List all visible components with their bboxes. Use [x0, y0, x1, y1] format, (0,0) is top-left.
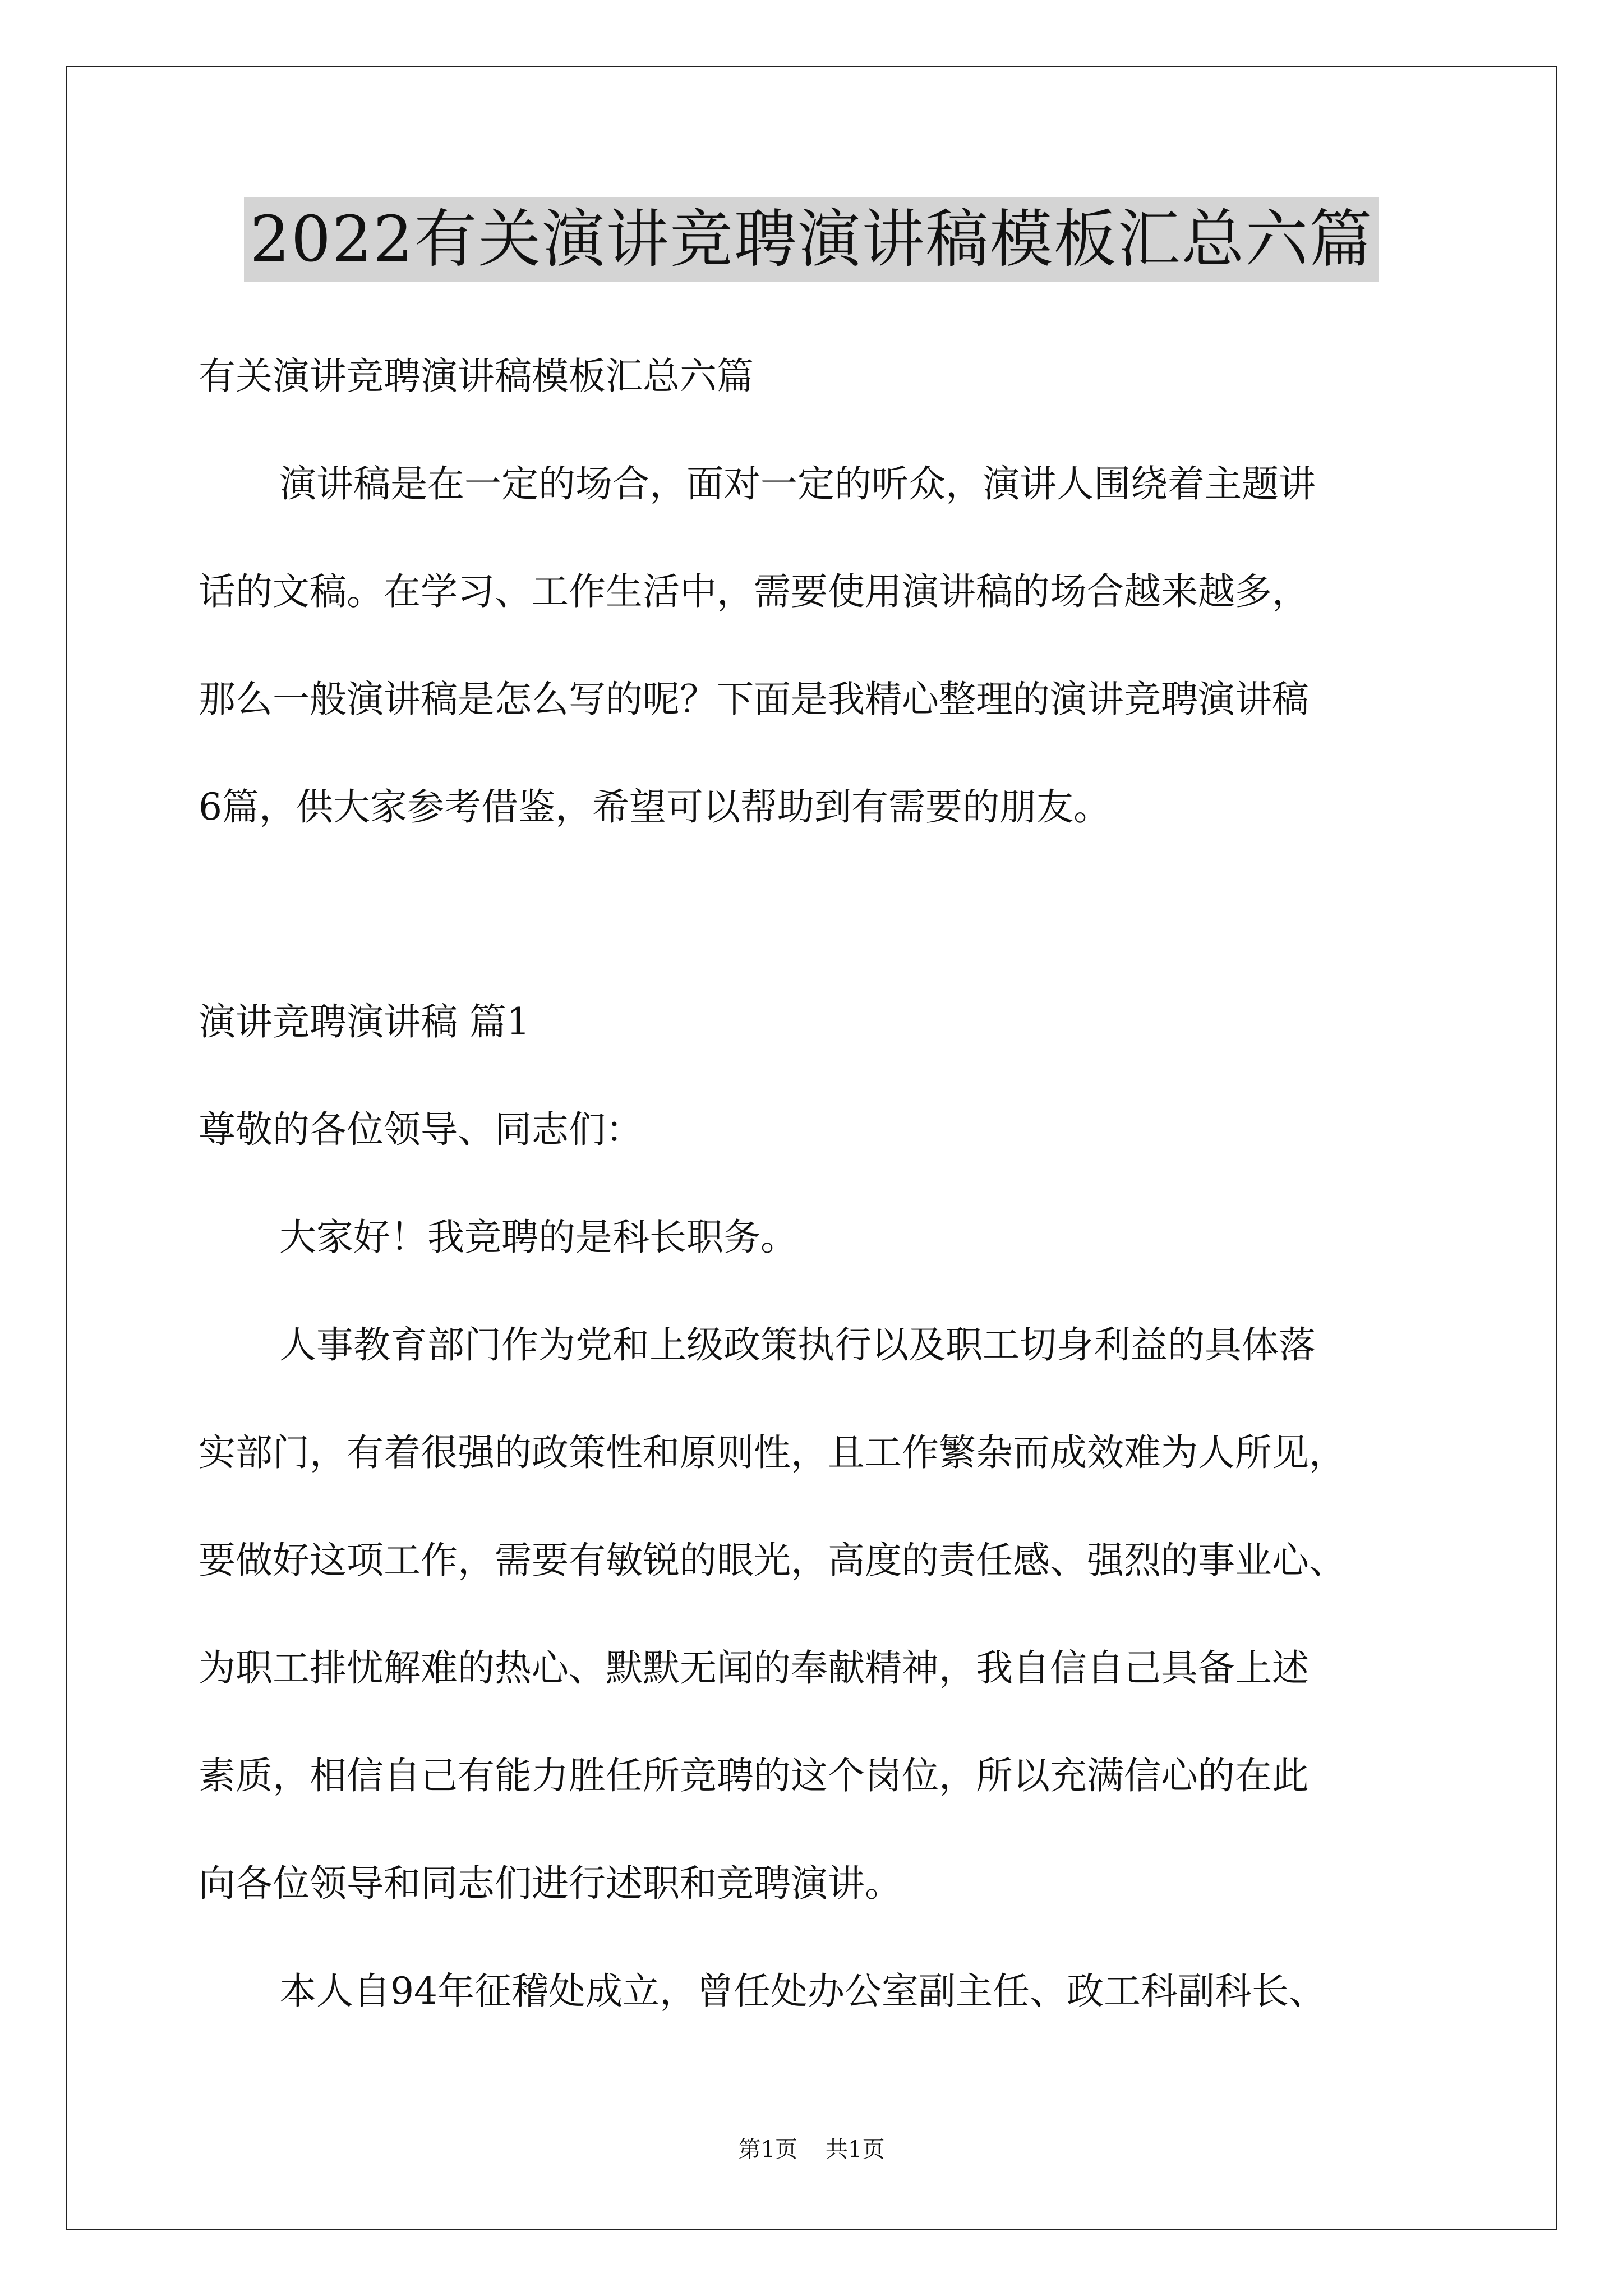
title-container	[0, 197, 1623, 282]
paragraph2-line-6: 向各位领导和同志们进行述职和竞聘演讲。	[199, 1862, 902, 1905]
intro-line-2: 话的文稿。在学习、工作生活中，需要使用演讲稿的场合越来越多，	[199, 570, 1309, 613]
paragraph2-line-3: 要做好这项工作，需要有敏锐的眼光，高度的责任感、强烈的事业心、	[199, 1539, 1346, 1582]
paragraph2-line-1: 人事教育部门作为党和上级政策执行以及职工切身利益的具体落	[279, 1323, 1316, 1366]
page-total: 共1页	[826, 2137, 885, 2162]
paragraph3-line-1: 本人自94年征稽处成立，曾任处办公室副主任、政工科副科长、	[279, 1970, 1326, 2013]
salutation: 尊敬的各位领导、同志们：	[199, 1108, 643, 1151]
section-heading: 演讲竞聘演讲稿 篇1	[199, 1000, 530, 1043]
page-footer	[0, 2134, 1623, 2165]
greeting: 大家好！我竞聘的是科长职务。	[279, 1216, 797, 1259]
intro-line-3: 那么一般演讲稿是怎么写的呢？下面是我精心整理的演讲竞聘演讲稿	[199, 678, 1309, 721]
paragraph2-line-5: 素质，相信自己有能力胜任所竞聘的这个岗位，所以充满信心的在此	[199, 1754, 1309, 1797]
page-number: 第1页	[738, 2137, 797, 2162]
paragraph2-line-2: 实部门，有着很强的政策性和原则性，且工作繁杂而成效难为人所见，	[199, 1431, 1346, 1474]
document-subtitle: 有关演讲竞聘演讲稿模板汇总六篇	[199, 355, 754, 398]
intro-line-1: 演讲稿是在一定的场合，面对一定的听众，演讲人围绕着主题讲	[279, 462, 1316, 505]
paragraph2-line-4: 为职工排忧解难的热心、默默无闻的奉献精神，我自信自己具备上述	[199, 1646, 1309, 1690]
document-title: 2022有关演讲竞聘演讲稿模板汇总六篇	[244, 197, 1378, 282]
intro-line-4: 6篇，供大家参考借鉴，希望可以帮助到有需要的朋友。	[199, 785, 1110, 829]
